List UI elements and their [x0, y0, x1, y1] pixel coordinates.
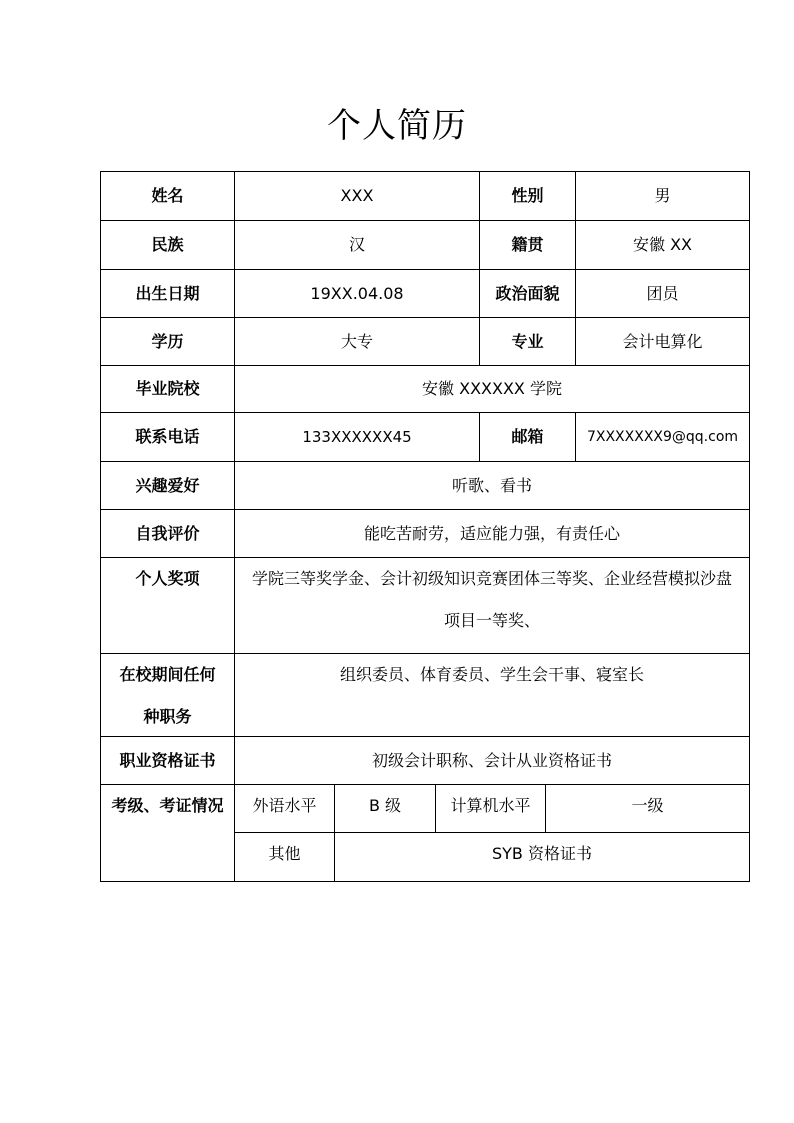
positions-label: 在校期间任何种职务	[119, 665, 216, 726]
other-value: SYB 资格证书	[492, 844, 592, 863]
other-label: 其他	[268, 844, 301, 863]
exams-label: 考级、考证情况	[111, 796, 224, 815]
major-label: 专业	[511, 331, 544, 351]
foreign-language-label: 外语水平	[252, 796, 317, 815]
native-place-value: 安徽 XX	[632, 235, 692, 254]
awards-value: 学院三等奖学金、会计初级知识竞赛团体三等奖、企业经营模拟沙盘项目一等奖、	[251, 569, 732, 630]
phone-value: 133XXXXXX45	[302, 428, 412, 446]
hobbies-label: 兴趣爱好	[135, 475, 200, 495]
major-value: 会计电算化	[622, 331, 703, 351]
ethnicity-label: 民族	[151, 235, 184, 254]
awards-label: 个人奖项	[135, 569, 200, 588]
self-evaluation-value: 能吃苦耐劳，适应能力强，有责任心	[363, 523, 620, 543]
computer-label: 计算机水平	[450, 796, 531, 815]
name-value: XXX	[340, 186, 374, 205]
resume-table	[100, 171, 750, 882]
political-status-label: 政治面貌	[495, 283, 560, 303]
ethnicity-value: 汉	[348, 235, 365, 254]
birth-date-label: 出生日期	[135, 283, 200, 303]
phone-label: 联系电话	[135, 427, 200, 446]
self-evaluation-label: 自我评价	[135, 523, 200, 543]
foreign-language-value: B 级	[368, 796, 402, 815]
qualifications-label: 职业资格证书	[119, 750, 216, 770]
political-status-value: 团员	[646, 283, 679, 303]
gender-value: 男	[654, 186, 671, 205]
name-label: 姓名	[151, 186, 184, 205]
education-label: 学历	[151, 331, 184, 351]
qualifications-value: 初级会计职称、会计从业资格证书	[371, 750, 612, 770]
native-place-label: 籍贯	[511, 235, 544, 254]
page-title: 个人简历	[327, 106, 467, 146]
computer-value: 一级	[631, 796, 664, 815]
email-value: 7XXXXXXX9@qq.com	[586, 429, 739, 445]
email-label: 邮箱	[511, 427, 544, 446]
positions-value: 组织委员、体育委员、学生会干事、寝室长	[339, 665, 644, 684]
school-value: 安徽 XXXXXX 学院	[422, 379, 562, 398]
school-label: 毕业院校	[135, 379, 200, 398]
hobbies-value: 听歌、看书	[451, 475, 532, 495]
education-value: 大专	[340, 331, 373, 351]
gender-label: 性别	[511, 186, 544, 205]
birth-date-value: 19XX.04.08	[310, 283, 404, 303]
